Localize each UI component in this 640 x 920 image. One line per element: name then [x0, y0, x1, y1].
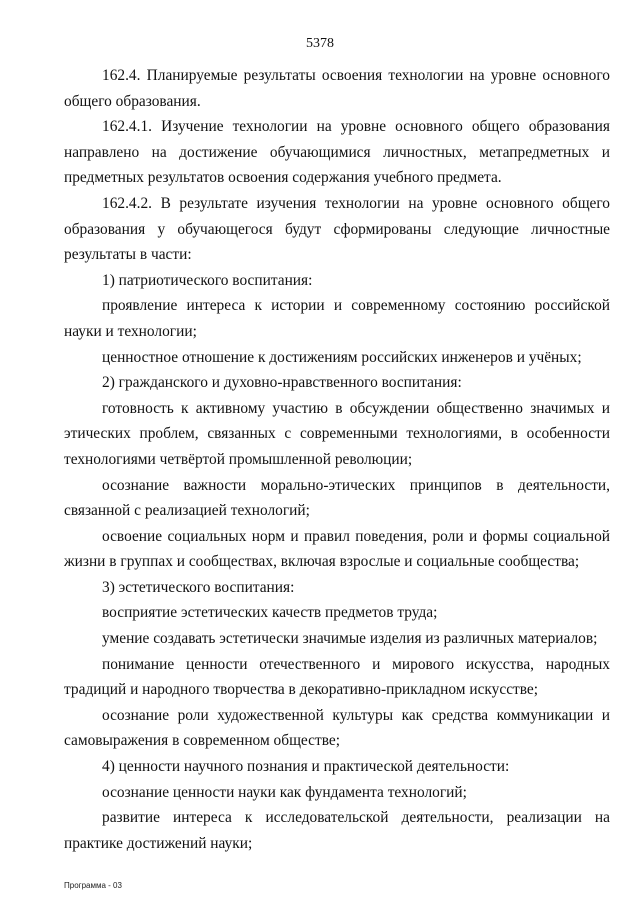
list-item: умение создавать эстетически значимые изделия из различных материалов;	[102, 630, 598, 648]
paragraph-162-4-2: 162.4.2. В результате изучения технологии на уровне основного общего образования у обучающегося будут сформированы следующие личностные результаты в части:	[64, 194, 610, 264]
list-item: осознание роли художественной культуры как средства коммуникации и самовыражения в современном обществе;	[64, 706, 610, 750]
page-number: 5378	[306, 36, 334, 51]
list-item: осознание ценности науки как фундамента технологий;	[102, 783, 467, 801]
list-item: освоение социальных норм и правил поведения, роли и формы социальной жизни в группах и сообществах, включая взрослые и социальные сообщества;	[64, 527, 610, 571]
list-item: ценностное отношение к достижениям российских инженеров и учёных;	[102, 348, 582, 366]
list-item: готовность к активному участию в обсуждении общественно значимых и этических проблем, связанных с современными технологиями, в особенности технологиями четвёртой промышленной революции;	[64, 399, 610, 468]
list-item: развитие интереса к исследовательской деятельности, реализации на практике достижений науки;	[64, 809, 610, 852]
paragraph-section-heading: 162.4. Планируемые результаты освоения технологии на уровне основного общего образования.	[64, 67, 610, 110]
list-item: осознание важности морально-этических принципов в деятельности, связанной с реализацией технологий;	[64, 476, 610, 520]
list-item: понимание ценности отечественного и мирового искусства, народных традиций и народного творчества в декоративно-прикладном искусстве;	[64, 655, 610, 699]
list-heading-civic: 2) гражданского и духовно-нравственного воспитания:	[102, 374, 462, 392]
list-heading-aesthetic: 3) эстетического воспитания:	[102, 578, 295, 596]
list-heading-patriotic: 1) патриотического воспитания:	[102, 271, 313, 289]
list-item: восприятие эстетических качеств предметов труда;	[102, 604, 438, 622]
paragraph-162-4-1: 162.4.1. Изучение технологии на уровне основного общего образования направлено на достижение обучающимися личностных, метапредметных и предметных результатов освоения содержания учебного предмета.	[64, 118, 610, 187]
document-body	[64, 63, 610, 856]
list-item: проявление интереса к истории и современному состоянию российской науки и технологии;	[64, 297, 610, 340]
list-heading-science: 4) ценности научного познания и практической деятельности:	[102, 758, 510, 776]
page-footer: Программа - 03	[64, 881, 122, 890]
